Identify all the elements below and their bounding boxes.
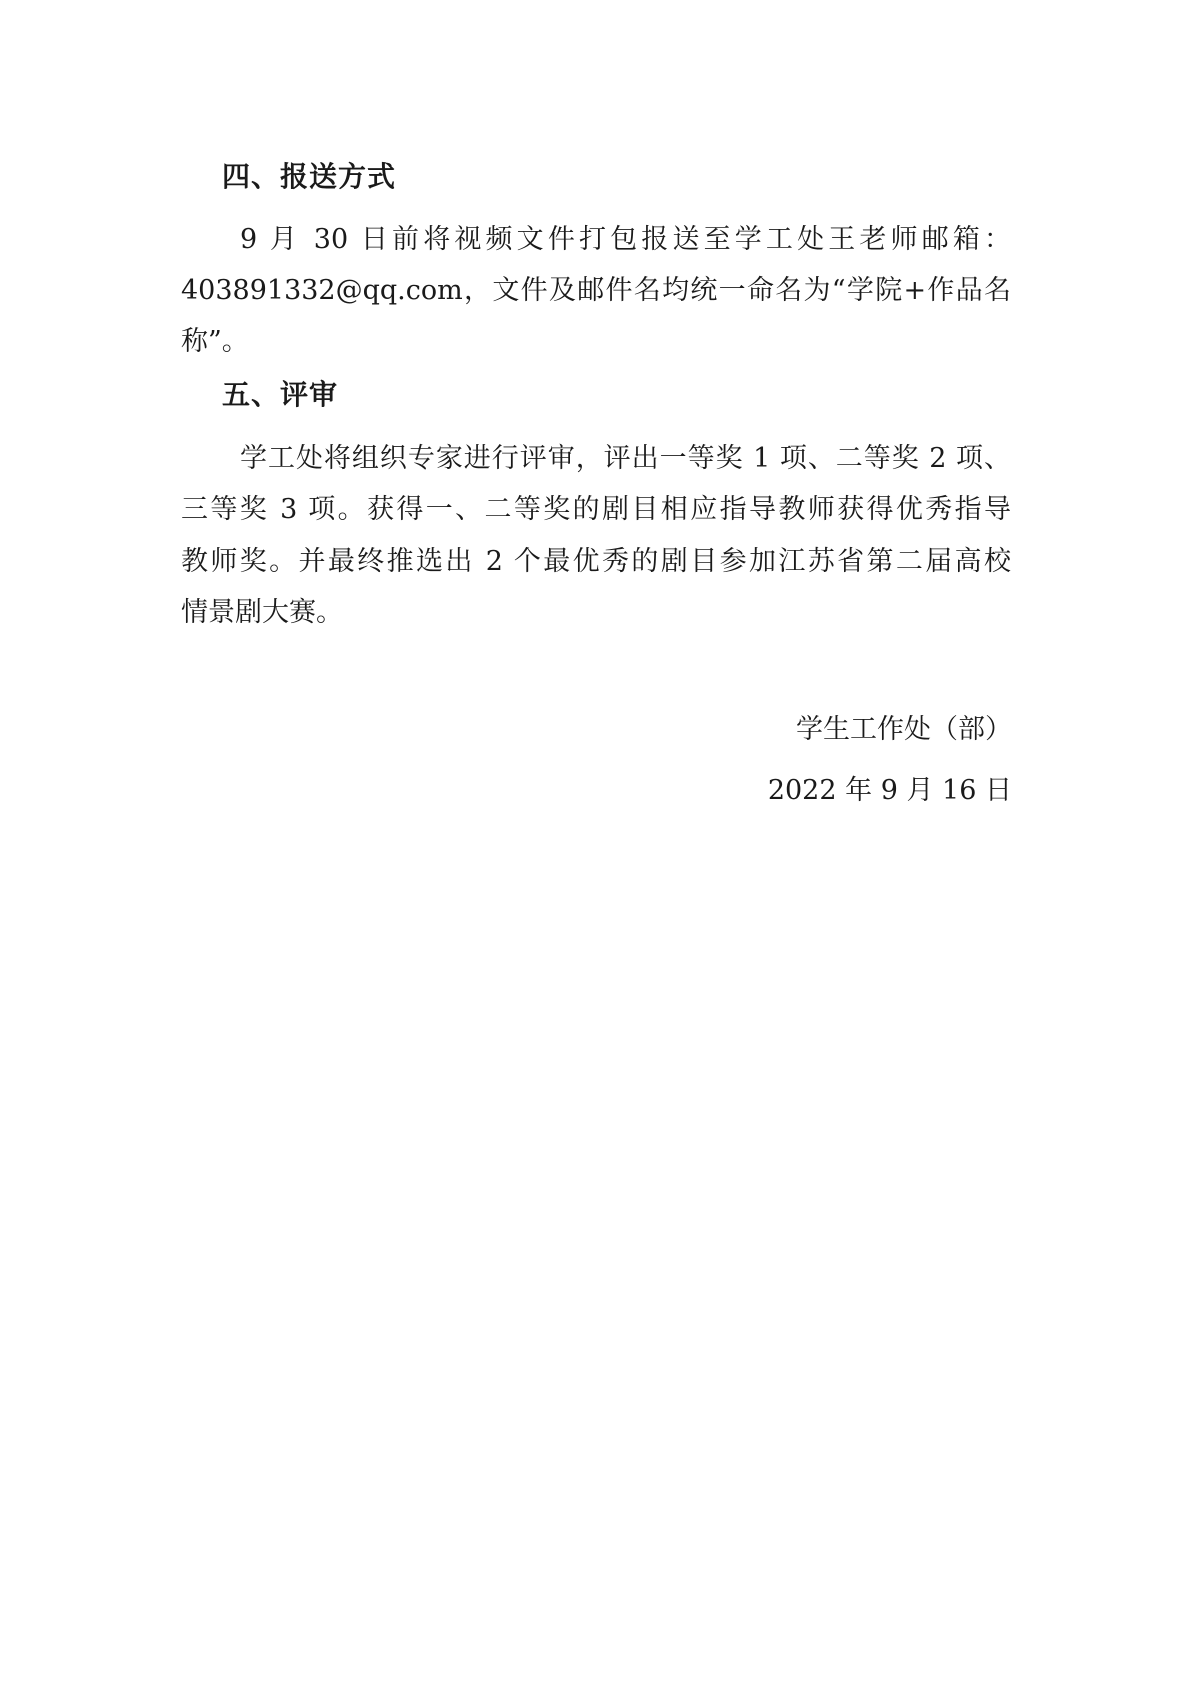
section-5-paragraph-line-3: 教师奖。并最终推选出 2 个最优秀的剧目参加江苏省第二届高校	[181, 546, 1011, 577]
section-4-heading: 四、报送方式	[222, 160, 397, 193]
section-5-paragraph-line-1: 学工处将组织专家进行评审，评出一等奖 1 项、二等奖 2 项、	[240, 443, 1011, 474]
signature-department: 学生工作处（部）	[796, 714, 1012, 745]
signature-date: 2022 年 9 月 16 日	[767, 775, 1012, 806]
section-4-paragraph-line-1: 9 月 30 日前将视频文件打包报送至学工处王老师邮箱：	[240, 224, 1011, 255]
section-5-paragraph-line-2: 三等奖 3 项。获得一、二等奖的剧目相应指导教师获得优秀指导	[181, 494, 1011, 525]
section-5-heading: 五、评审	[222, 378, 339, 411]
section-4-paragraph-line-3: 称”。	[181, 326, 249, 357]
section-5-paragraph-line-4: 情景剧大赛。	[181, 597, 343, 628]
section-4-paragraph-line-2: 403891332@qq.com，文件及邮件名均统一命名为“学院+作品名	[181, 275, 1011, 306]
